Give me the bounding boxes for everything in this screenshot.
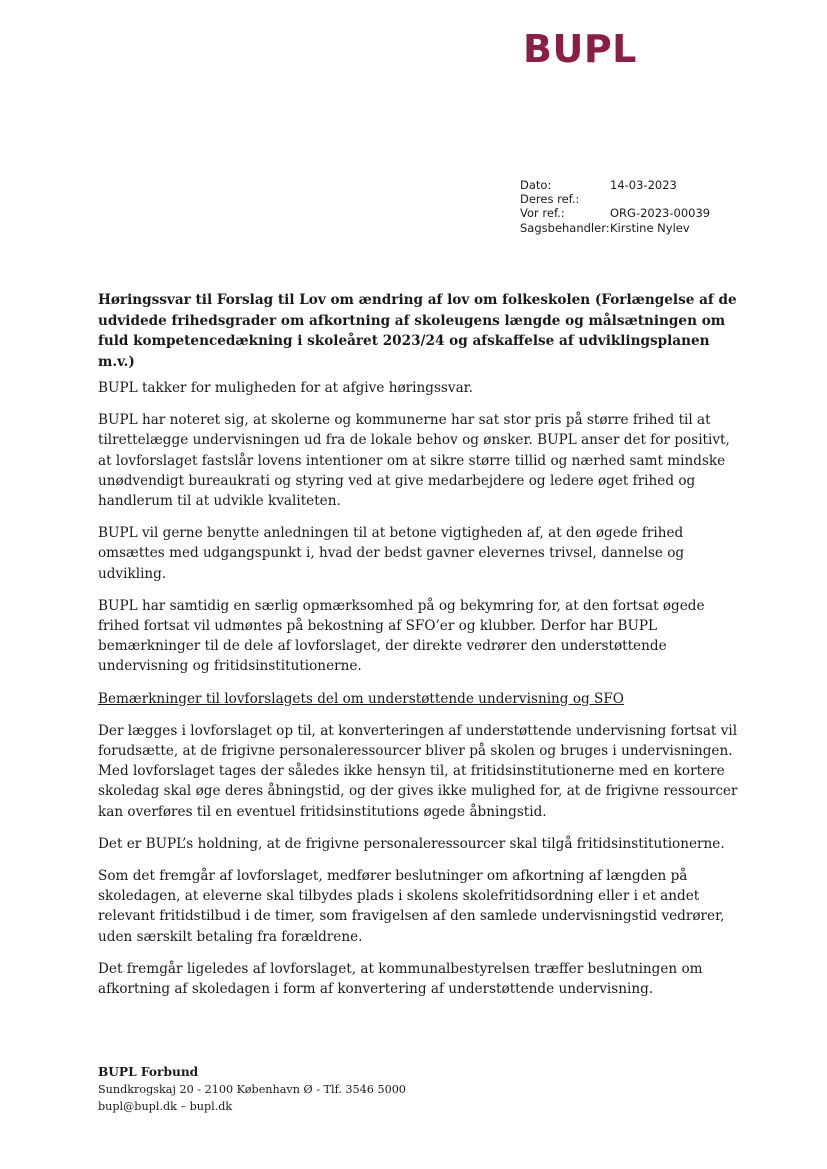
meta-row-date xyxy=(520,178,710,192)
meta-row-case-officer xyxy=(520,221,710,235)
footer-org: BUPL Forbund xyxy=(98,1065,199,1079)
meta-label: Vor ref.: xyxy=(520,206,565,221)
meta-row-their-ref xyxy=(520,192,710,206)
footer-address: Sundkrogskaj 20 - 2100 København Ø - Tlf. 3546 5000 xyxy=(98,1083,406,1096)
meta-row-our-ref xyxy=(520,206,710,220)
paragraph: Det fremgår ligeledes af lovforslaget, at kommunalbestyrelsen træffer beslutningen om afkortning af skoledagen i form af konvertering af understøttende undervisning. xyxy=(98,960,703,998)
meta-label: Deres ref.: xyxy=(520,192,580,207)
document-title: Høringssvar til Forslag til Lov om ændring af lov om folkeskolen (Forlængelse af de udvidede frihedsgrader om afkortning af skoleugens længde og målsætningen om fuld kompetencedækning i skoleåret 2023/24 og afskaffelse af udviklingsplanen m.v.) xyxy=(98,292,737,370)
paragraph: BUPL vil gerne benytte anledningen til at betone vigtigheden af, at den øgede frihed omsættes med udgangspunkt i, hvad der bedst gavner elevernes trivsel, dannelse og udvikling. xyxy=(98,525,685,582)
bupl-logo: BUPL xyxy=(523,27,637,71)
footer xyxy=(98,1064,406,1115)
paragraph: Der lægges i lovforslaget op til, at konverteringen af understøttende undervisning fortsat vil forudsætte, at de frigivne personaleressourcer bliver på skolen og bruges i undervisningen. Med lovforslaget tages der således ikke hensyn til, at fritidsinstitutionerne med en kortere skoledag skal øge deres åbningstid, og der gives ikke mulighed for, at de frigivne ressourcer kan overføres til en eventuel fritidsinstitutions øgede åbningstid. xyxy=(98,722,738,820)
section-heading: Bemærkninger til lovforslagets del om understøttende undervisning og SFO xyxy=(98,690,624,707)
paragraph: BUPL har noteret sig, at skolerne og kommunerne har sat stor pris på større frihed til at tilrettelægge undervisningen ud fra de lokale behov og ønsker. BUPL anser det for positivt, at lovforslaget fastslår lovens intentioner om at sikre større tillid og nærhed samt mindske unødvendigt bureaukrati og styring ved at give medarbejdere og ledere øget frihed og handlerum til at udvikle kvaliteten. xyxy=(98,412,730,510)
meta-value: ORG-2023-00039 xyxy=(610,206,711,221)
paragraph: Det er BUPL’s holdning, at de frigivne personaleressourcer skal tilgå fritidsinstitutionerne. xyxy=(98,835,725,852)
paragraph: Som det fremgår af lovforslaget, medfører beslutninger om afkortning af længden på skoledagen, at eleverne skal tilbydes plads i skolens skolefritidsordning eller i et andet relevant fritidstilbud i de timer, som fravigelsen af den samlede undervisningstid vedrører, uden særskilt betaling fra forældrene. xyxy=(98,868,725,945)
meta-label: Sagsbehandler: xyxy=(520,220,610,235)
meta-value: 14-03-2023 xyxy=(610,178,677,192)
footer-contact: bupl@bupl.dk – bupl.dk xyxy=(98,1100,233,1113)
letter-metadata xyxy=(520,178,710,235)
paragraph: BUPL har samtidig en særlig opmærksomhed på og bekymring for, at den fortsat øgede frihed fortsat vil udmøntes på bekostning af SFO’er og klubber. Derfor har BUPL bemærkninger til de dele af lovforslaget, der direkte vedrører den understøttende undervisning og fritidsinstitutionerne. xyxy=(98,597,705,675)
meta-value: Kirstine Nylev xyxy=(610,220,690,235)
paragraph: BUPL takker for muligheden for at afgive høringssvar. xyxy=(98,380,474,396)
document-body xyxy=(98,378,738,1011)
meta-label: Dato: xyxy=(520,178,552,192)
